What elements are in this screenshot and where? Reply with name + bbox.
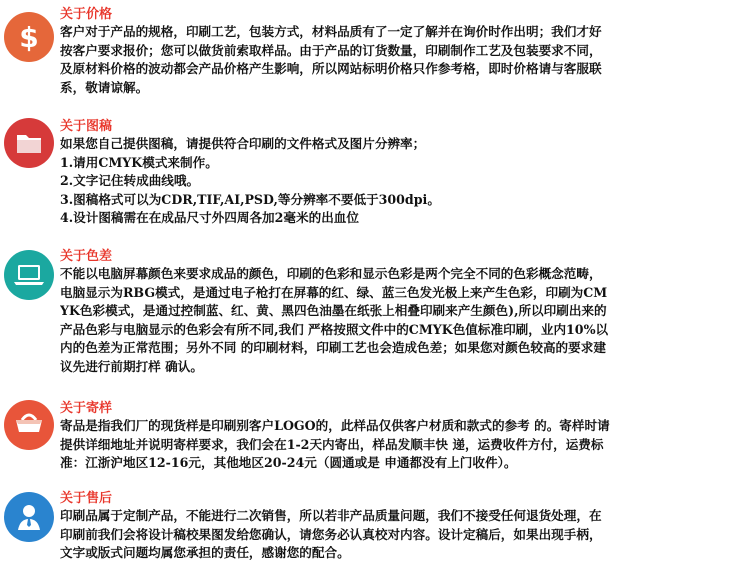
price-text — [60, 6, 688, 97]
section-line: 内的色差为正常范围；另外不同 的印刷材料，印刷工艺也会造成色差；如果您对颜色较高的要求建 — [60, 340, 606, 355]
section-line: 寄品是指我们厂的现货样是印刷别客户LOGO的，此样品仅供客户材质和款式的参考 的。寄样时请 — [60, 418, 610, 433]
dollar-icon — [4, 12, 54, 62]
section-line: 提供详细地址并说明寄样要求，我们会在1-2天内寄出，样品发顺丰快 递，运费收件方付，运费标 — [60, 436, 604, 452]
sample-text — [60, 400, 688, 473]
section-title: 关于色差 — [60, 249, 113, 264]
section-line: 及原材料价格的波动都会产品价格产生影响，所以网站标明价格只作参考格，即时价格请与客服联 — [60, 61, 602, 76]
section-line: 准：江浙沪地区12-16元，其他地区20-24元（圆通或是 申通都没有上门收件）。 — [60, 455, 517, 470]
section-line: 按客户要求报价；您可以做货前索取样品。由于产品的订货数量，印刷制作工艺及包装要求不同， — [60, 42, 602, 58]
sample-badge — [4, 400, 54, 450]
support-person-icon — [4, 492, 54, 542]
artwork-text — [60, 118, 688, 228]
section-line: 议先进行前期打样 确认。 — [60, 358, 203, 374]
section-title: 关于图稿 — [60, 119, 113, 134]
color-diff-badge — [4, 250, 54, 300]
section-line: 2.文字记住转成曲线哦。 — [60, 173, 200, 188]
section-line: 印刷前我们会将设计稿校果图发给您确认，请您务必认真校对内容。设计定稿后，如果出现手柄， — [60, 526, 602, 542]
section-line: 如果您自己提供图稿，请提供符合印刷的文件格式及图片分辨率； — [60, 136, 426, 151]
section-title: 关于寄样 — [60, 401, 113, 416]
price-badge — [4, 12, 54, 62]
section-line: 印刷品属于定制产品，不能进行二次销售，所以若非产品质量问题，我们不接受任何退货处理，在 — [60, 508, 602, 523]
section-line: 不能以电脑屏幕颜色来要求成品的颜色，印刷的色彩和显示色彩是两个完全不同的色彩概念范畴， — [60, 266, 602, 281]
section-line: 4.设计图稿需在在成品尺寸外四周各加2毫米的出血位 — [60, 210, 359, 225]
section-line: 文字或版式问题均属您承担的责任，感谢您的配合。 — [60, 545, 350, 560]
after-sales-badge — [4, 492, 54, 542]
section-line: 系，敬请谅解。 — [60, 79, 149, 95]
laptop-icon — [4, 250, 54, 300]
section-title: 关于价格 — [60, 7, 113, 22]
section-line: 客户对于产品的规格，印刷工艺，包装方式，材料品质有了一定了解并在询价时作出明；我们才好 — [60, 24, 602, 39]
section-line: 产品色彩与电脑显示的色彩会有所不同,我们 严格按照文件中的CMYK色值标准印刷，业内10%以 — [60, 321, 609, 337]
svg-text:$: $ — [19, 21, 39, 54]
section-line: YK色彩模式，是通过控制蓝、红、黄、黑四色油墨在纸张上相叠印刷来产生颜色),所以印刷出来的 — [60, 303, 607, 318]
section-line: 3.图稿格式可以为CDR,TIF,AI,PSD,等分辨率不要低于300dpi。 — [60, 191, 440, 207]
folder-icon — [4, 118, 54, 168]
color-diff-text — [60, 248, 688, 376]
sample-bag-icon — [4, 400, 54, 450]
section-line: 1.请用CMYK模式来制作。 — [60, 154, 218, 170]
section-line: 电脑显示为RBG模式，是通过电子枪打在屏幕的红、绿、蓝三色发光极上来产生色彩，印刷为CM — [60, 284, 608, 300]
section-title: 关于售后 — [60, 491, 113, 506]
after-sales-text — [60, 490, 688, 563]
artwork-badge — [4, 118, 54, 168]
